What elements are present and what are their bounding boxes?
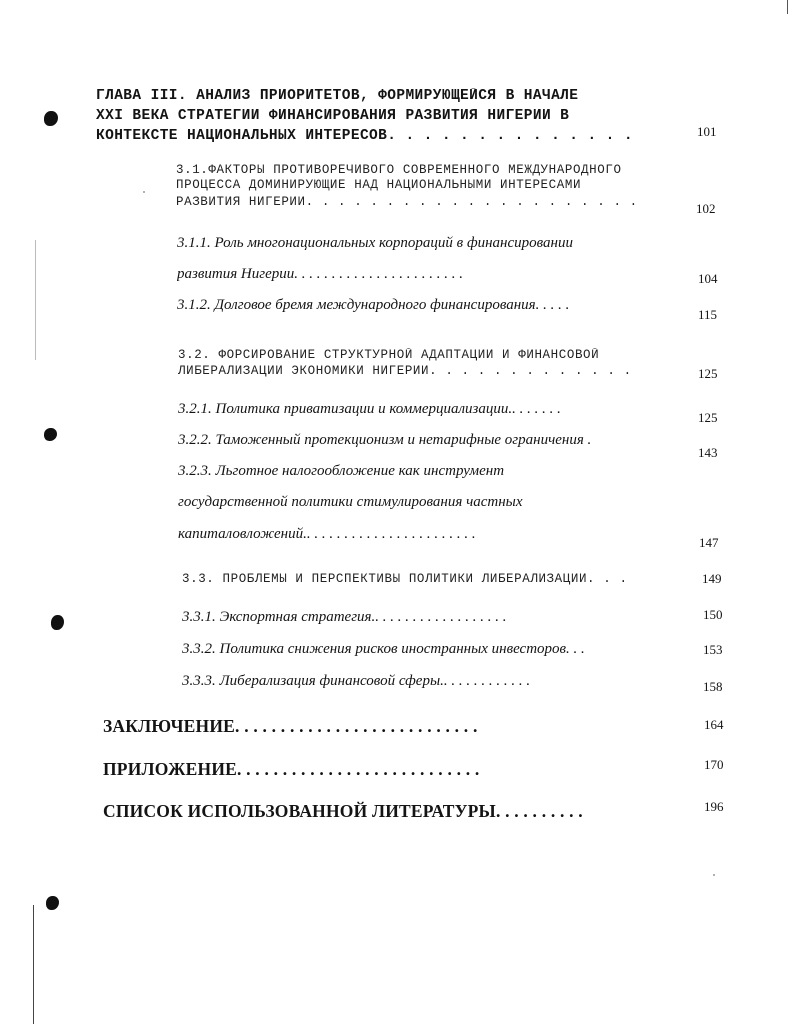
subsection-3-3-1-line-1: 3.3.1. Экспортная стратегия.. . . . . . . . . . . . . . . . . .	[182, 609, 507, 625]
subsection-3-1-2-line-1: 3.1.2. Долговое бремя международного финансирования. . . . .	[177, 297, 570, 313]
scan-edge-line	[787, 0, 788, 14]
subsection-3-1-1-page-number: 104	[698, 271, 718, 286]
punch-hole-mark	[46, 896, 59, 910]
chapter-title-line-3: КОНТЕКСТЕ НАЦИОНАЛЬНЫХ ИНТЕРЕСОВ. . . . . . . . . . . . . .	[96, 128, 633, 144]
punch-hole-mark	[51, 615, 64, 630]
subsection-3-2-3-page-number: 147	[699, 535, 719, 550]
punch-hole-mark	[44, 428, 57, 441]
section-3-2-line-2: ЛИБЕРАЛИЗАЦИИ ЭКОНОМИКИ НИГЕРИИ. . . . . . . . . . . . .	[178, 364, 632, 378]
punch-hole-mark	[44, 111, 58, 126]
section-3-3-line-1: 3.3. ПРОБЛЕМЫ И ПЕРСПЕКТИВЫ ПОЛИТИКИ ЛИБЕРАЛИЗАЦИИ. . .	[182, 572, 628, 586]
section-3-1-line-1: 3.1.ФАКТОРЫ ПРОТИВОРЕЧИВОГО СОВРЕМЕННОГО МЕЖДУНАРОДНОГО	[176, 163, 622, 177]
subsection-3-2-1-page-number: 125	[698, 410, 718, 425]
appendix-page-number: 170	[704, 757, 724, 772]
subsection-3-3-2-page-number: 153	[703, 642, 723, 657]
chapter-page-number: 101	[697, 124, 717, 139]
subsection-3-2-2-line-1: 3.2.2. Таможенный протекционизм и нетарифные ограничения .	[178, 432, 592, 448]
section-3-1-page-number: 102	[696, 201, 716, 216]
section-3-2-page-number: 125	[698, 366, 718, 381]
scan-speck	[713, 874, 715, 876]
scan-speck	[143, 191, 145, 193]
subsection-3-1-1-line-1: 3.1.1. Роль многонациональных корпораций в финансировании	[177, 235, 573, 251]
subsection-3-1-2-page-number: 115	[698, 307, 718, 322]
appendix-line: ПРИЛОЖЕНИЕ. . . . . . . . . . . . . . . . . . . . . . . . . . .	[103, 759, 480, 779]
conclusion-page-number: 164	[704, 717, 724, 732]
scan-edge-line	[33, 905, 34, 1024]
references-page-number: 196	[704, 799, 724, 814]
chapter-title-line-2: XXI ВЕКА СТРАТЕГИИ ФИНАНСИРОВАНИЯ РАЗВИТИЯ НИГЕРИИ В	[96, 108, 570, 124]
section-3-1-line-2: ПРОЦЕССА ДОМИНИРУЮЩИЕ НАД НАЦИОНАЛЬНЫМИ ИНТЕРЕСАМИ	[176, 178, 582, 192]
subsection-3-2-3-line-1: 3.2.3. Льготное налогообложение как инструмент	[178, 463, 505, 479]
subsection-3-3-3-page-number: 158	[703, 679, 723, 694]
scan-edge-line	[35, 240, 36, 360]
references-line: СПИСОК ИСПОЛЬЗОВАННОЙ ЛИТЕРАТУРЫ. . . . . . . . . .	[103, 801, 583, 821]
subsection-3-3-2-line-1: 3.3.2. Политика снижения рисков иностранных инвесторов. . .	[182, 641, 585, 657]
section-3-1-line-3: РАЗВИТИЯ НИГЕРИИ. . . . . . . . . . . . . . . . . . . . .	[176, 195, 638, 209]
subsection-3-3-3-line-1: 3.3.3. Либерализация финансовой сферы.. . . . . . . . . . . .	[182, 673, 531, 689]
subsection-3-2-1-line-1: 3.2.1. Политика приватизации и коммерциализации.. . . . . . .	[178, 401, 561, 417]
subsection-3-2-3-line-3: капиталовложений.. . . . . . . . . . . . . . . . . . . . . . .	[178, 526, 476, 542]
conclusion-line: ЗАКЛЮЧЕНИЕ. . . . . . . . . . . . . . . . . . . . . . . . . . .	[103, 716, 478, 736]
subsection-3-3-1-page-number: 150	[703, 607, 723, 622]
section-3-3-page-number: 149	[702, 571, 722, 586]
section-3-2-line-1: 3.2. ФОРСИРОВАНИЕ СТРУКТУРНОЙ АДАПТАЦИИ И ФИНАНСОВОЙ	[178, 348, 600, 362]
subsection-3-2-3-line-2: государственной политики стимулирования частных	[178, 494, 523, 510]
subsection-3-2-2-page-number: 143	[698, 445, 718, 460]
subsection-3-1-1-line-2: развития Нигерии. . . . . . . . . . . . . . . . . . . . . . .	[177, 266, 464, 282]
chapter-title-line-1: ГЛАВА III. АНАЛИЗ ПРИОРИТЕТОВ, ФОРМИРУЮЩЕЙСЯ В НАЧАЛЕ	[96, 88, 579, 104]
